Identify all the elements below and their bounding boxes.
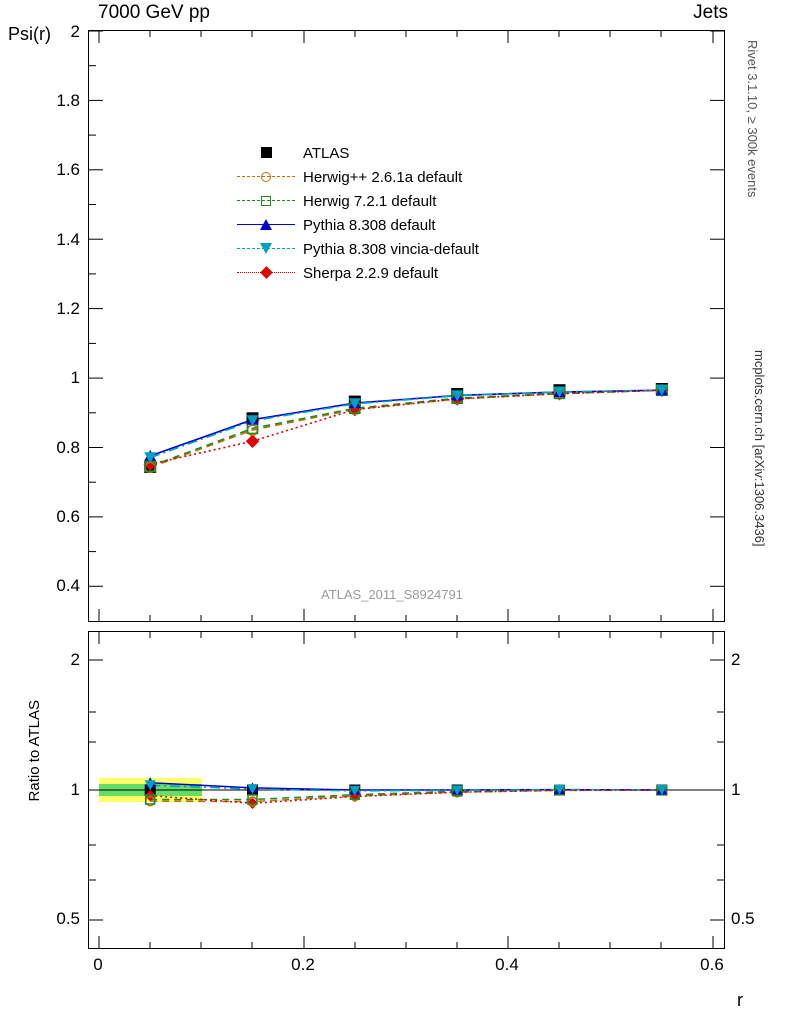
ratio-y-tick-2-left: 2 bbox=[70, 650, 80, 669]
ratio-y-tick-1-right: 1 bbox=[731, 780, 741, 799]
legend-label-sherpa: Sherpa 2.2.9 default bbox=[303, 264, 439, 282]
y-tick-1p6: 1.6 bbox=[56, 160, 80, 179]
y-tick-2: 2 bbox=[70, 22, 80, 41]
legend-item-herwigpp bbox=[237, 165, 479, 189]
legend-label-herwigpp: Herwig++ 2.6.1a default bbox=[303, 168, 463, 186]
analysis-watermark: ATLAS_2011_S8924791 bbox=[321, 587, 463, 602]
ratio-y-tick-2-right: 2 bbox=[731, 650, 741, 669]
ratio-line-pythia bbox=[150, 783, 662, 790]
legend-marker-vincia bbox=[237, 239, 295, 259]
legend-marker-herwig7 bbox=[237, 191, 295, 211]
x-tick-0p2: 0.2 bbox=[291, 955, 315, 974]
y-tick-0p8: 0.8 bbox=[56, 438, 80, 457]
series-markers-sherpa bbox=[143, 384, 668, 471]
legend-label-vincia: Pythia 8.308 vincia-default bbox=[303, 240, 479, 258]
ratio-y-tick-0p5-right: 0.5 bbox=[731, 909, 755, 928]
legend-marker-sherpa bbox=[237, 263, 295, 283]
y-tick-1p2: 1.2 bbox=[56, 299, 80, 318]
rivet-version-label: Rivet 3.1.10, ≥ 300k events bbox=[745, 40, 760, 198]
legend-label-atlas: ATLAS bbox=[303, 144, 350, 162]
ratio-markers-sherpa bbox=[145, 784, 668, 809]
y-axis-title: Psi(r) bbox=[8, 24, 51, 44]
y-tick-0p6: 0.6 bbox=[56, 507, 80, 526]
x-tick-0p6: 0.6 bbox=[700, 955, 724, 974]
series-markers-herwig7 bbox=[145, 385, 667, 471]
legend-item-pythia bbox=[237, 213, 479, 237]
ratio-axis-title: Ratio to ATLAS bbox=[26, 700, 43, 802]
ratio-y-tick-0p5-left: 0.5 bbox=[56, 909, 80, 928]
ratio-plot-svg bbox=[89, 632, 724, 948]
legend-item-atlas bbox=[237, 141, 479, 165]
y-tick-1p4: 1.4 bbox=[56, 230, 80, 249]
series-markers-vincia bbox=[144, 385, 668, 464]
legend-marker-herwigpp bbox=[237, 167, 295, 187]
x-tick-0p4: 0.4 bbox=[495, 955, 519, 974]
legend-marker-pythia bbox=[237, 215, 295, 235]
y-tick-0p4: 0.4 bbox=[56, 576, 80, 595]
ratio-line-sherpa bbox=[150, 790, 662, 803]
y-tick-1: 1 bbox=[70, 368, 80, 387]
legend-label-herwig7: Herwig 7.2.1 default bbox=[303, 192, 437, 210]
header-beam-label: 7000 GeV pp bbox=[98, 2, 210, 23]
mcplots-arxiv-label: mcplots.cern.ch [arXiv:1306.3436] bbox=[752, 350, 767, 547]
legend-item-sherpa bbox=[237, 261, 479, 285]
series-markers-pythia bbox=[144, 384, 668, 461]
series-markers-atlas bbox=[144, 383, 668, 473]
x-tick-0: 0 bbox=[93, 955, 103, 974]
series-line-sherpa bbox=[150, 390, 662, 464]
series-line-vincia bbox=[150, 390, 662, 458]
legend bbox=[237, 141, 479, 285]
header-process-label: Jets bbox=[693, 2, 728, 23]
legend-marker-atlas bbox=[237, 143, 295, 163]
y-tick-1p8: 1.8 bbox=[56, 91, 80, 110]
ratio-markers-herwigpp bbox=[146, 786, 667, 807]
main-plot-svg bbox=[89, 31, 724, 621]
main-plot-area bbox=[88, 30, 725, 622]
legend-item-herwig7 bbox=[237, 189, 479, 213]
series-markers-herwigpp bbox=[145, 385, 667, 472]
x-axis-title: r bbox=[737, 990, 743, 1010]
legend-label-pythia: Pythia 8.308 default bbox=[303, 216, 436, 234]
ratio-y-tick-1-left: 1 bbox=[70, 780, 80, 799]
ratio-plot-area bbox=[88, 631, 725, 949]
legend-item-vincia bbox=[237, 237, 479, 261]
